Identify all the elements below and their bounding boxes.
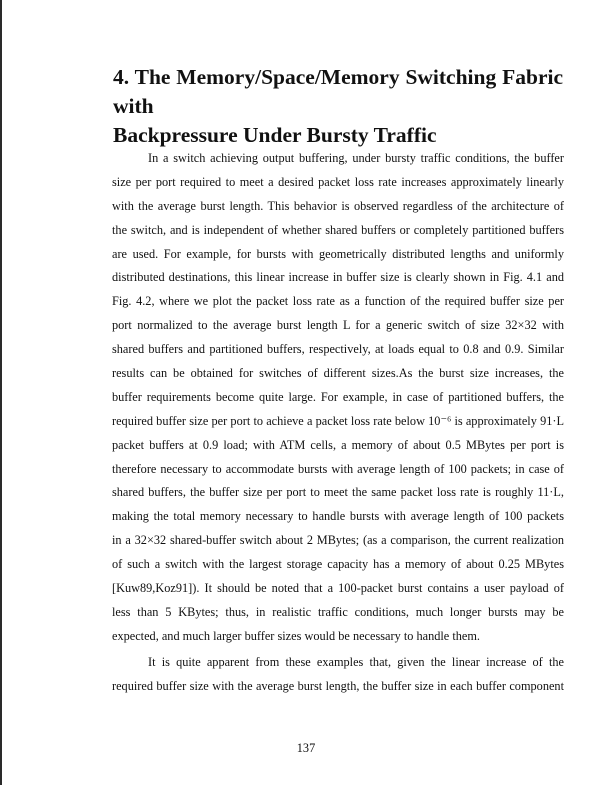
text-line: are used. For example, for bursts with geometrically distributed lengths and uniformly [112,246,564,261]
text-line: required buffer size with the average burst length, the buffer size in each buffer component [112,678,564,693]
text-line: expected, and much larger buffer sizes would be necessary to handle them. [112,628,480,643]
heading-line: Backpressure Under Bursty Traffic [113,123,437,147]
heading-line: 4. The Memory/Space/Memory Switching Fabric with [113,65,563,118]
text-line: making the total memory necessary to handle bursts with average length of 100 packets [112,509,564,524]
text-line: shared buffers, the buffer size per port to meet the same packet loss rate is roughly 11·L, [112,485,564,500]
section-heading [113,63,563,150]
text-line: therefore necessary to accommodate bursts with average length of 100 packets; in case of [112,461,564,476]
text-line: the switch, and is independent of whether shared buffers or completely partitioned buffers [112,222,564,237]
text-line: shared buffers and partitioned buffers, respectively, at loads equal to 0.8 and 0.9. Similar [112,342,564,357]
text-line: In a switch achieving output buffering, under bursty traffic conditions, the buffer [148,151,564,165]
text-line: [Kuw89,Koz91]). It should be noted that a 100-packet burst contains a user payload of [112,581,564,596]
text-line: required buffer size per port to achieve a packet loss rate below 10⁻⁶ is approximately 91·L [112,413,564,428]
text-line: size per port required to meet a desired packet loss rate increases approximately linearly [112,174,564,189]
paragraph-1 [112,147,564,649]
paragraph-2 [112,651,564,699]
text-line: distributed destinations, this linear increase in buffer size is clearly shown in Fig. 4.1 and [112,270,564,285]
text-line: Fig. 4.2, where we plot the packet loss rate as a function of the required buffer size per [112,294,564,309]
text-line: in a 32×32 shared-buffer switch about 2 MBytes; (as a comparison, the current realization [112,533,564,548]
text-line: packet buffers at 0.9 load; with ATM cells, a memory of about 0.5 MBytes per port is [112,437,564,452]
text-line: less than 5 KBytes; thus, in realistic traffic conditions, much longer bursts may be [112,604,564,619]
page-number: 137 [296,741,316,755]
text-line: of such a switch with the largest storage capacity has a memory of about 0.25 MBytes [112,557,564,572]
text-line: It is quite apparent from these examples that, given the linear increase of the [148,655,564,669]
text-line: buffer requirements become quite large. For example, in case of partitioned buffers, the [112,389,564,404]
scan-edge-line [0,0,2,785]
text-line: with the average burst length. This behavior is observed regardless of the architecture of [112,198,564,213]
text-line: port normalized to the average burst length L for a generic switch of size 32×32 with [112,318,564,333]
text-line: results can be obtained for switches of different sizes.As the burst size increases, the [112,366,564,381]
